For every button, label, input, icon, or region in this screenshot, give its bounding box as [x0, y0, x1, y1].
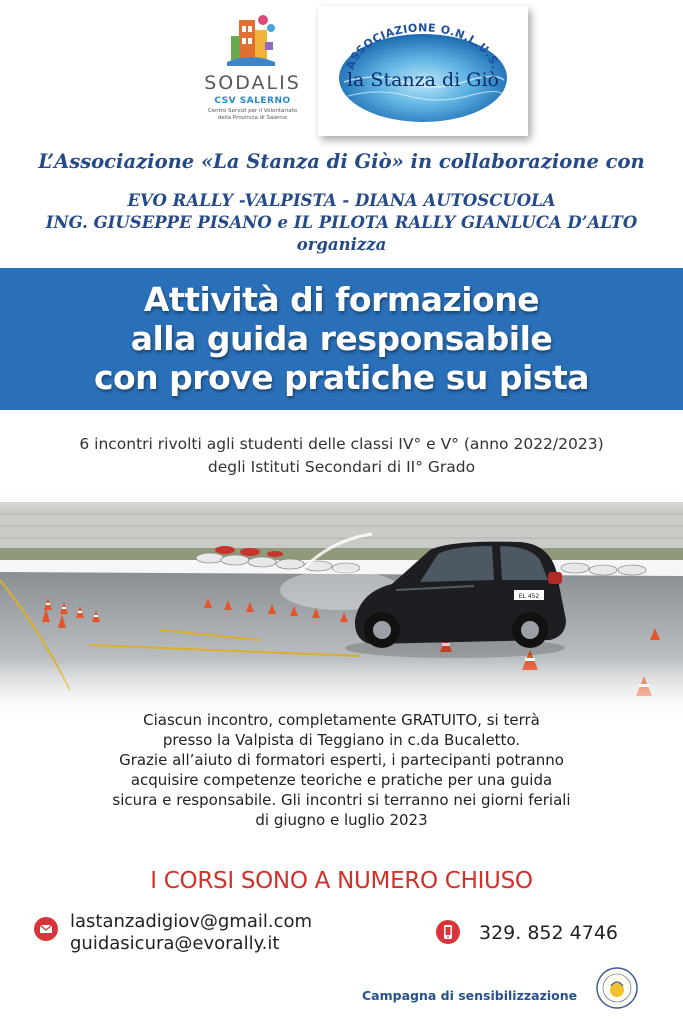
description-line: Grazie all’aiuto di formatori esperti, i partecipanti potranno [119, 751, 564, 769]
sodalis-logo [190, 10, 315, 125]
description-line: di giugno e luglio 2023 [255, 811, 428, 829]
sodalis-subtitle: CSV SALERNO [214, 96, 291, 106]
stanza-arc-text: ASSOCIAZIONE O.N.L.U.S. [343, 21, 503, 72]
title-banner [0, 268, 683, 410]
banner-title [0, 280, 683, 397]
banner-title-line: alla guida responsabile [130, 319, 553, 358]
stanza-name: la Stanza di Giò [346, 69, 500, 91]
header-logos [0, 0, 683, 140]
banner-title-line: con prove pratiche su pista [93, 358, 590, 397]
email-icon [34, 917, 58, 941]
campaign-seal-icon [595, 966, 639, 1010]
sodalis-tagline-line: Centro Servizi per il Volontariato [207, 108, 298, 114]
sodalis-tagline-line: della Provincia di Salerno [217, 115, 288, 121]
intro-partners-line: EVO RALLY -VALPISTA - DIANA AUTOSCUOLA [127, 191, 556, 210]
closed-enrollment-notice: I CORSI SONO A NUMERO CHIUSO [150, 868, 533, 894]
phone-number[interactable]: 329. 852 4746 [479, 922, 619, 944]
track-photo [0, 480, 683, 725]
intro-organizza: organizza [296, 235, 387, 254]
intro-partners-line: ING. GIUSEPPE PISANO e IL PILOTA RALLY GIANLUCA D’ALTO [45, 213, 638, 232]
sodalis-mark-icon [225, 12, 277, 68]
event-subtitle [0, 433, 683, 479]
sodalis-tagline [190, 108, 315, 122]
event-subtitle-line: degli Istituti Secondari di II° Grado [207, 458, 476, 476]
description-line: acquisire competenze teoriche e pratiche per una guida [130, 771, 553, 789]
email-contacts [70, 911, 312, 955]
license-plate: EL 452 [518, 593, 540, 600]
intro-partners [0, 190, 683, 256]
banner-title-line: Attività di formazione [143, 280, 540, 319]
email-address[interactable]: lastanzadigiov@gmail.com [70, 911, 313, 932]
intro-headline: L’Associazione «La Stanza di Giò» in collaborazione con [38, 150, 645, 173]
phone-icon [436, 920, 460, 944]
stanza-di-gio-logo-card [318, 6, 528, 136]
event-subtitle-line: 6 incontri rivolti agli studenti delle classi IV° e V° (anno 2022/2023) [79, 435, 604, 453]
stanza-di-gio-logo [334, 20, 512, 124]
email-address[interactable]: guidasicura@evorally.it [70, 933, 280, 954]
campaign-label: Campagna di sensibilizzazione [362, 988, 578, 1003]
description-line: presso la Valpista di Teggiano in c.da Bucaletto. [162, 731, 521, 749]
sodalis-name: SODALIS [204, 72, 301, 94]
event-description [0, 710, 683, 830]
description-line: sicura e responsabile. Gli incontri si terranno nei giorni feriali [112, 791, 571, 809]
description-line: Ciascun incontro, completamente GRATUITO, si terrà [143, 711, 540, 729]
